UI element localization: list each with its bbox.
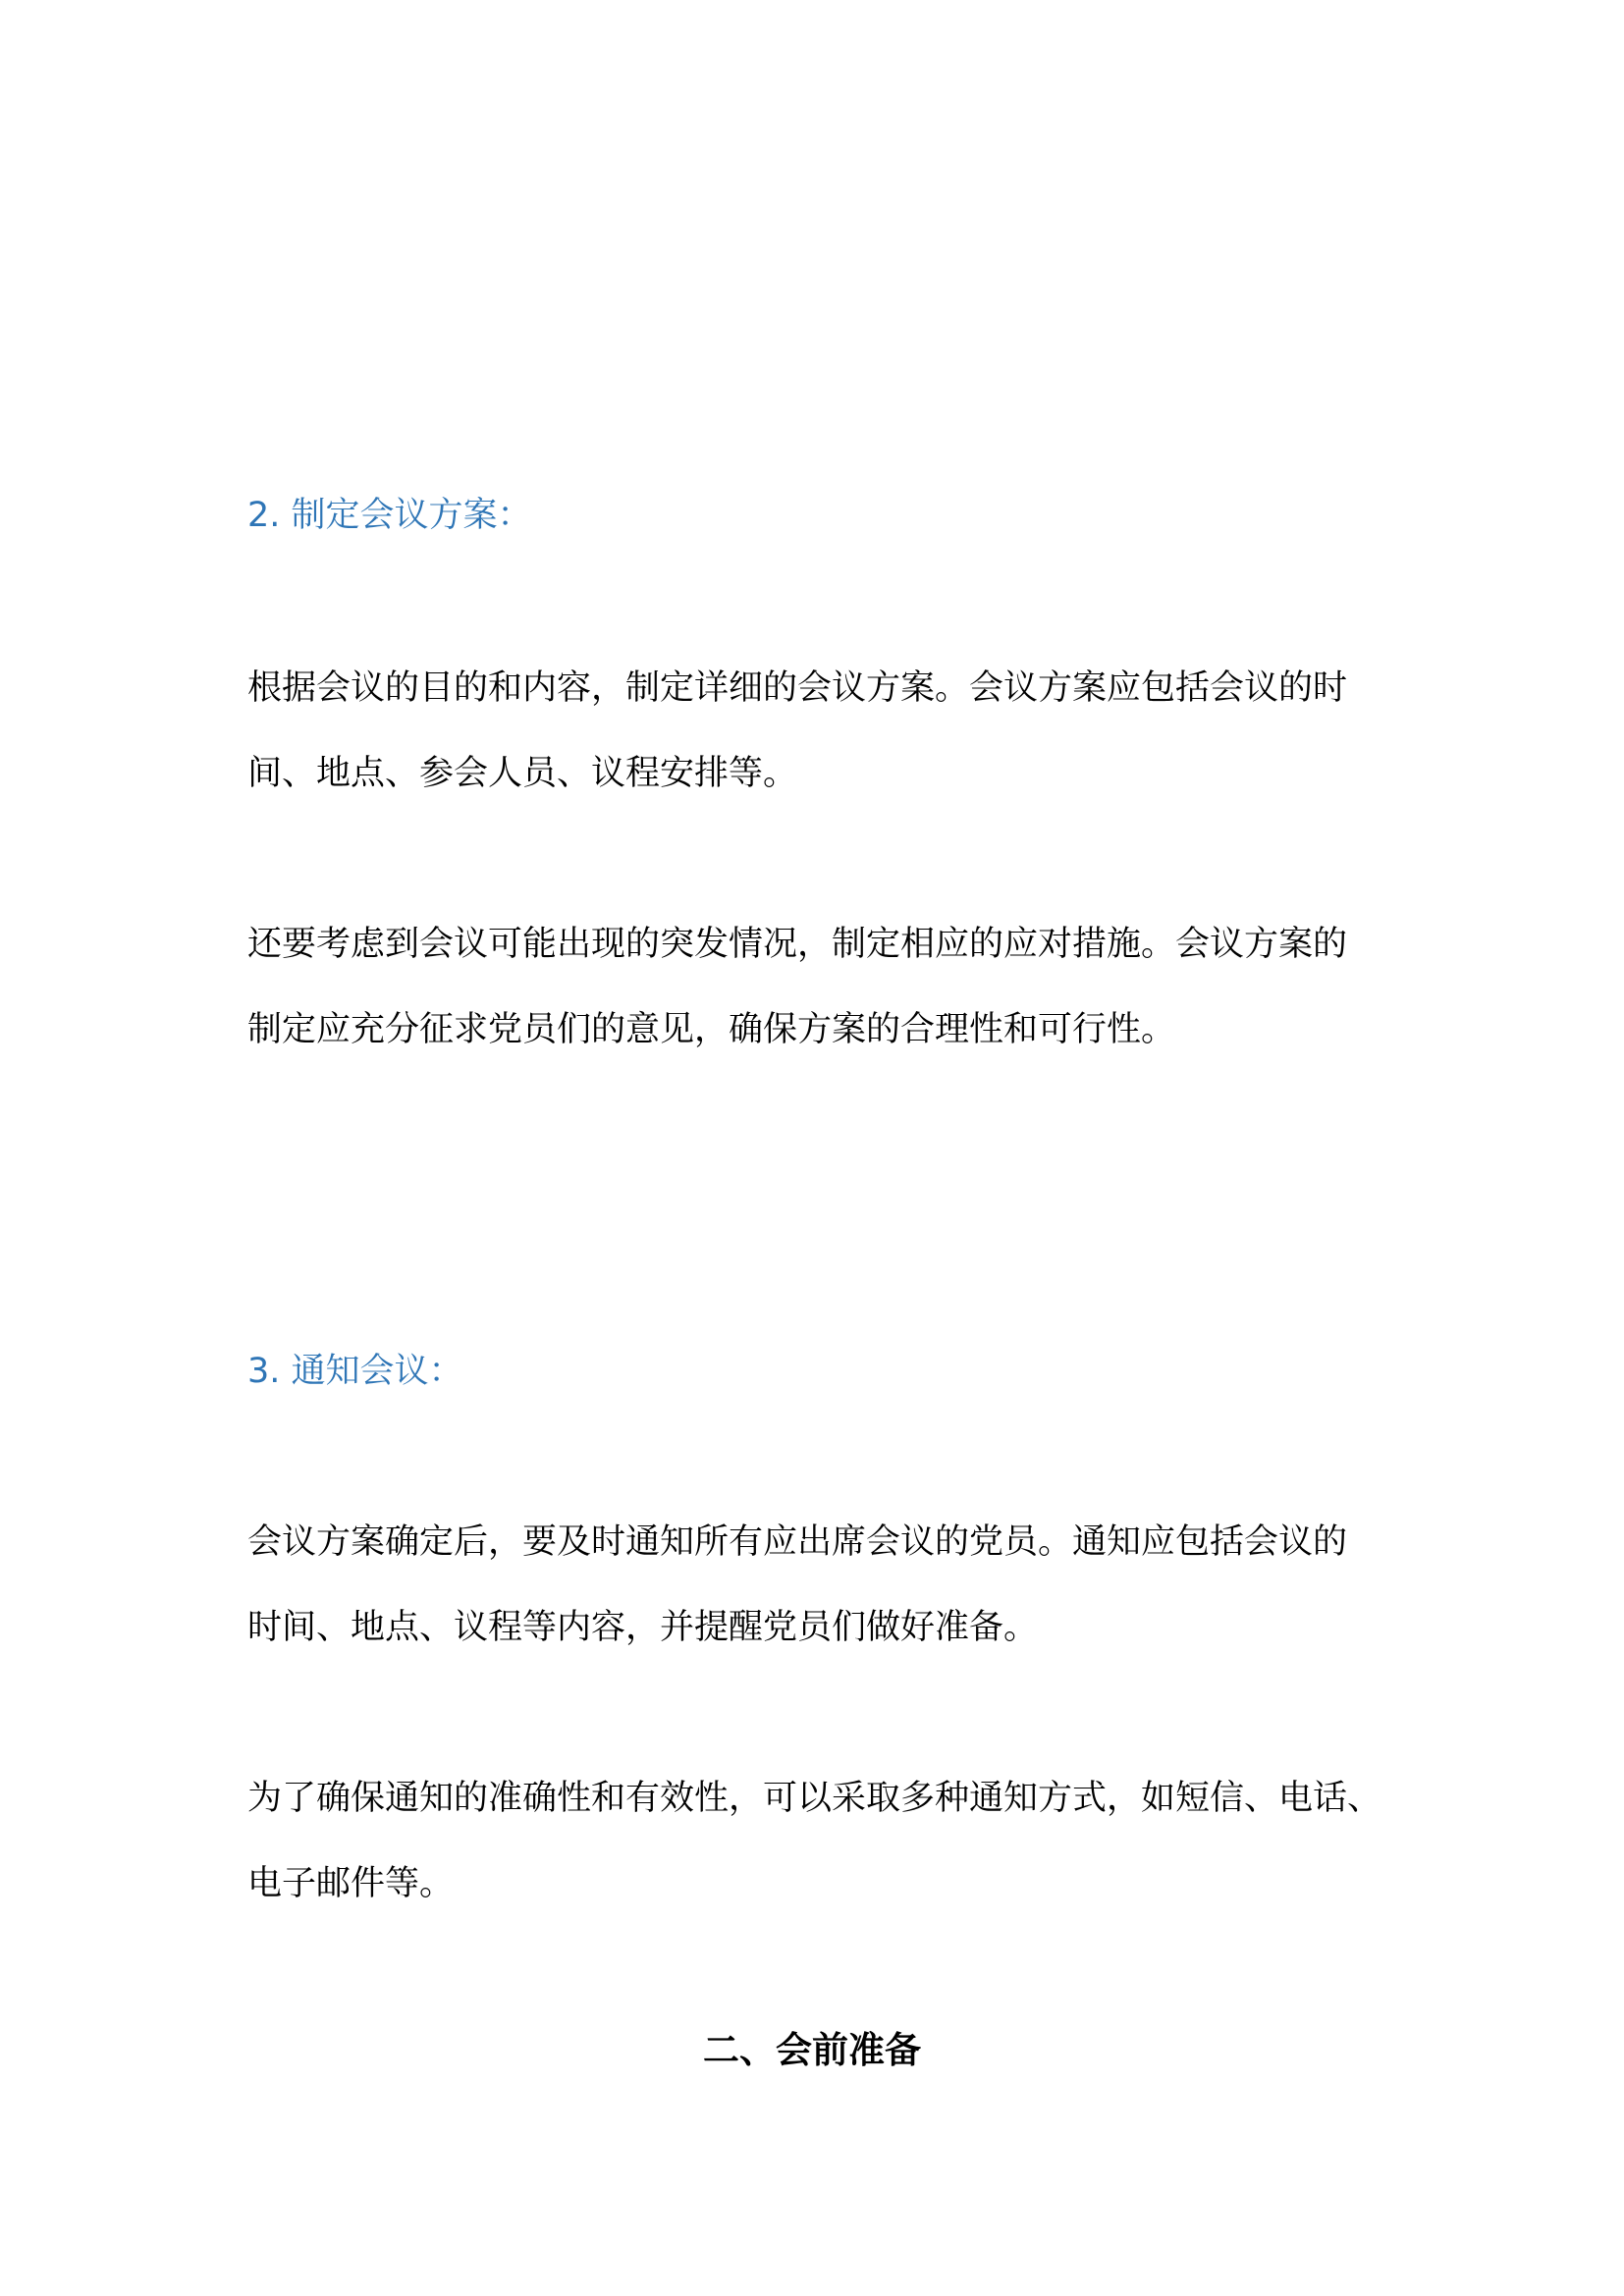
paragraph-line: 电子邮件等。	[247, 1864, 455, 1903]
paragraph-line: 间、地点、参会人员、议程安排等。	[247, 754, 798, 793]
subheading-make-plan: 2. 制定会议方案：	[247, 496, 532, 535]
paragraph-line: 制定应充分征求党员们的意见，确保方案的合理性和可行性。	[247, 1010, 1176, 1049]
paragraph-line: 还要考虑到会议可能出现的突发情况，制定相应的应对措施。会议方案的	[247, 925, 1348, 964]
paragraph-line: 会议方案确定后，要及时通知所有应出席会议的党员。通知应包括会议的	[247, 1522, 1348, 1562]
section-title: 二、会前准备	[703, 2029, 921, 2071]
paragraph-line: 时间、地点、议程等内容，并提醒党员们做好准备。	[247, 1608, 1039, 1647]
paragraph-line: 为了确保通知的准确性和有效性，可以采取多种通知方式，如短信、电话、	[247, 1779, 1382, 1818]
subheading-notify-meeting: 3. 通知会议：	[247, 1352, 463, 1391]
paragraph-line: 根据会议的目的和内容，制定详细的会议方案。会议方案应包括会议的时	[247, 668, 1348, 708]
